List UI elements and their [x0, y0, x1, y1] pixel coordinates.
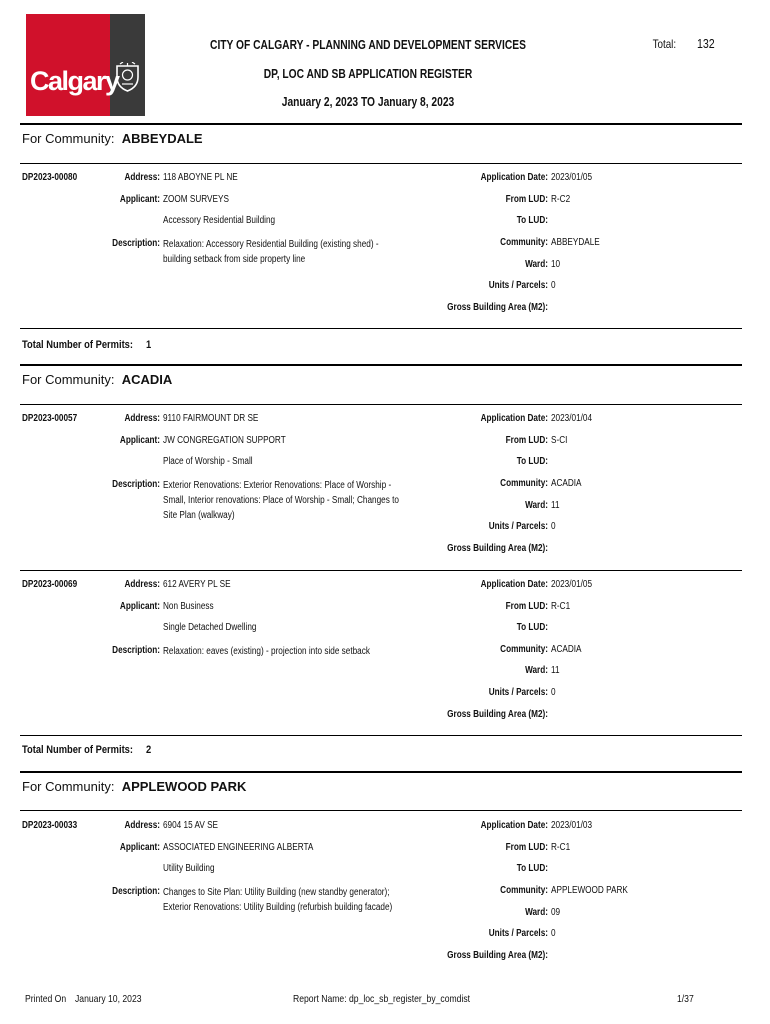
to-lud-label: To LUD: [516, 863, 548, 874]
divider [20, 328, 742, 329]
use-value: Accessory Residential Building [163, 215, 276, 226]
from-lud-label: From LUD: [505, 842, 548, 853]
community-heading [22, 372, 172, 387]
logo-text: Calgary [30, 66, 119, 96]
applicant-label: Applicant: [119, 842, 160, 853]
address-label: Address: [124, 820, 160, 831]
description-label: Description: [112, 886, 160, 897]
description-value: Exterior Renovations: Exterior Renovations: Place of Worship - Small, Interior renovations: Place of Worship - Small; Changes to Site Plan (walkway) [163, 480, 399, 521]
city-crest-icon [114, 62, 141, 92]
to-lud-label: To LUD: [516, 215, 548, 226]
description-label: Description: [112, 479, 160, 490]
units-parcels-value: 0 [551, 928, 556, 939]
for-community-label: For Community: [22, 131, 115, 146]
ward-value: 11 [551, 665, 560, 676]
permit-id: DP2023-00057 [22, 413, 78, 424]
ward-label: Ward: [525, 259, 548, 270]
gross-building-area-label: Gross Building Area (M2): [447, 302, 548, 313]
applicant-label: Applicant: [119, 601, 160, 612]
section-divider [20, 771, 742, 773]
use-value: Utility Building [163, 863, 215, 874]
units-parcels-label: Units / Parcels: [488, 687, 548, 698]
community-value: APPLEWOOD PARK [551, 885, 628, 896]
section-divider [20, 364, 742, 366]
community-heading [22, 131, 203, 146]
description-value: Changes to Site Plan: Utility Building (new standby generator); Exterior Renovations: Utility Building (refurbish building facade) [163, 887, 393, 913]
report-date-range: January 2, 2023 TO January 8, 2023 [281, 95, 455, 109]
from-lud-label: From LUD: [505, 194, 548, 205]
permit-id: DP2023-00080 [22, 172, 78, 183]
applicant-label: Applicant: [119, 194, 160, 205]
permit-id: DP2023-00033 [22, 820, 78, 831]
from-lud-value: R-C1 [551, 842, 571, 853]
description-value: Relaxation: eaves (existing) - projection into side setback [163, 646, 370, 657]
application-date-value: 2023/01/04 [551, 413, 593, 424]
community-label: Community: [500, 885, 548, 896]
report-name: Report Name: dp_loc_sb_register_by_comdist [293, 993, 471, 1005]
community-name: ABBEYDALE [121, 131, 203, 146]
community-value: ABBEYDALE [551, 237, 600, 248]
application-date-value: 2023/01/05 [551, 579, 593, 590]
ward-label: Ward: [525, 665, 548, 676]
total-permits-value: 2 [146, 744, 152, 756]
application-date-value: 2023/01/03 [551, 820, 593, 831]
address-value: 9110 FAIRMOUNT DR SE [163, 413, 259, 424]
address-label: Address: [124, 579, 160, 590]
address-label: Address: [124, 172, 160, 183]
applicant-value: JW CONGREGATION SUPPORT [163, 435, 286, 446]
applicant-value: ASSOCIATED ENGINEERING ALBERTA [163, 842, 314, 853]
total-label: Total: [652, 37, 677, 51]
report-org-title: CITY OF CALGARY - PLANNING AND DEVELOPMENT SERVICES [210, 38, 526, 52]
units-parcels-label: Units / Parcels: [488, 928, 548, 939]
total-value: 132 [696, 36, 715, 51]
page-number: 1/37 [677, 993, 694, 1005]
total-permits-value: 1 [146, 339, 152, 351]
report-title: DP, LOC AND SB APPLICATION REGISTER [263, 67, 473, 81]
units-parcels-value: 0 [551, 521, 556, 532]
ward-label: Ward: [525, 907, 548, 918]
description-value: Relaxation: Accessory Residential Building (existing shed) - building setback from side property line [163, 239, 379, 265]
to-lud-label: To LUD: [516, 622, 548, 633]
units-parcels-label: Units / Parcels: [488, 521, 548, 532]
calgary-logo [26, 14, 110, 116]
header-divider [20, 123, 742, 125]
community-value: ACADIA [551, 644, 582, 655]
printed-on-label: Printed On [25, 993, 67, 1005]
units-parcels-value: 0 [551, 280, 556, 291]
gross-building-area-label: Gross Building Area (M2): [447, 950, 548, 961]
ward-value: 09 [551, 907, 561, 918]
applicant-value: ZOOM SURVEYS [163, 194, 229, 205]
address-value: 6904 15 AV SE [163, 820, 219, 831]
community-label: Community: [500, 237, 548, 248]
total-permits-label: Total Number of Permits: [22, 744, 134, 756]
community-name: ACADIA [121, 372, 173, 387]
application-date-label: Application Date: [480, 413, 548, 424]
application-date-label: Application Date: [480, 172, 548, 183]
gross-building-area-label: Gross Building Area (M2): [447, 709, 548, 720]
from-lud-value: S-CI [551, 435, 568, 446]
address-value: 118 ABOYNE PL NE [163, 172, 238, 183]
divider [20, 810, 742, 811]
printed-on-date: January 10, 2023 [75, 993, 142, 1005]
application-date-label: Application Date: [480, 579, 548, 590]
divider [20, 570, 742, 571]
units-parcels-value: 0 [551, 687, 556, 698]
for-community-label: For Community: [22, 779, 115, 794]
community-label: Community: [500, 478, 548, 489]
to-lud-label: To LUD: [516, 456, 548, 467]
community-heading [22, 779, 246, 794]
divider [20, 404, 742, 405]
ward-label: Ward: [525, 500, 548, 511]
community-label: Community: [500, 644, 548, 655]
permit-id: DP2023-00069 [22, 579, 78, 590]
ward-value: 10 [551, 259, 561, 270]
divider [20, 735, 742, 736]
application-date-value: 2023/01/05 [551, 172, 593, 183]
community-name: APPLEWOOD PARK [121, 779, 247, 794]
divider [20, 163, 742, 164]
from-lud-value: R-C2 [551, 194, 571, 205]
total-permits-label: Total Number of Permits: [22, 339, 134, 351]
units-parcels-label: Units / Parcels: [488, 280, 548, 291]
from-lud-value: R-C1 [551, 601, 571, 612]
applicant-value: Non Business [163, 601, 214, 612]
use-value: Single Detached Dwelling [163, 622, 257, 633]
address-value: 612 AVERY PL SE [163, 579, 231, 590]
application-date-label: Application Date: [480, 820, 548, 831]
gross-building-area-label: Gross Building Area (M2): [447, 543, 548, 554]
ward-value: 11 [551, 500, 560, 511]
community-value: ACADIA [551, 478, 582, 489]
applicant-label: Applicant: [119, 435, 160, 446]
description-label: Description: [112, 238, 160, 249]
description-label: Description: [112, 645, 160, 656]
for-community-label: For Community: [22, 372, 115, 387]
from-lud-label: From LUD: [505, 601, 548, 612]
use-value: Place of Worship - Small [163, 456, 253, 467]
from-lud-label: From LUD: [505, 435, 548, 446]
address-label: Address: [124, 413, 160, 424]
